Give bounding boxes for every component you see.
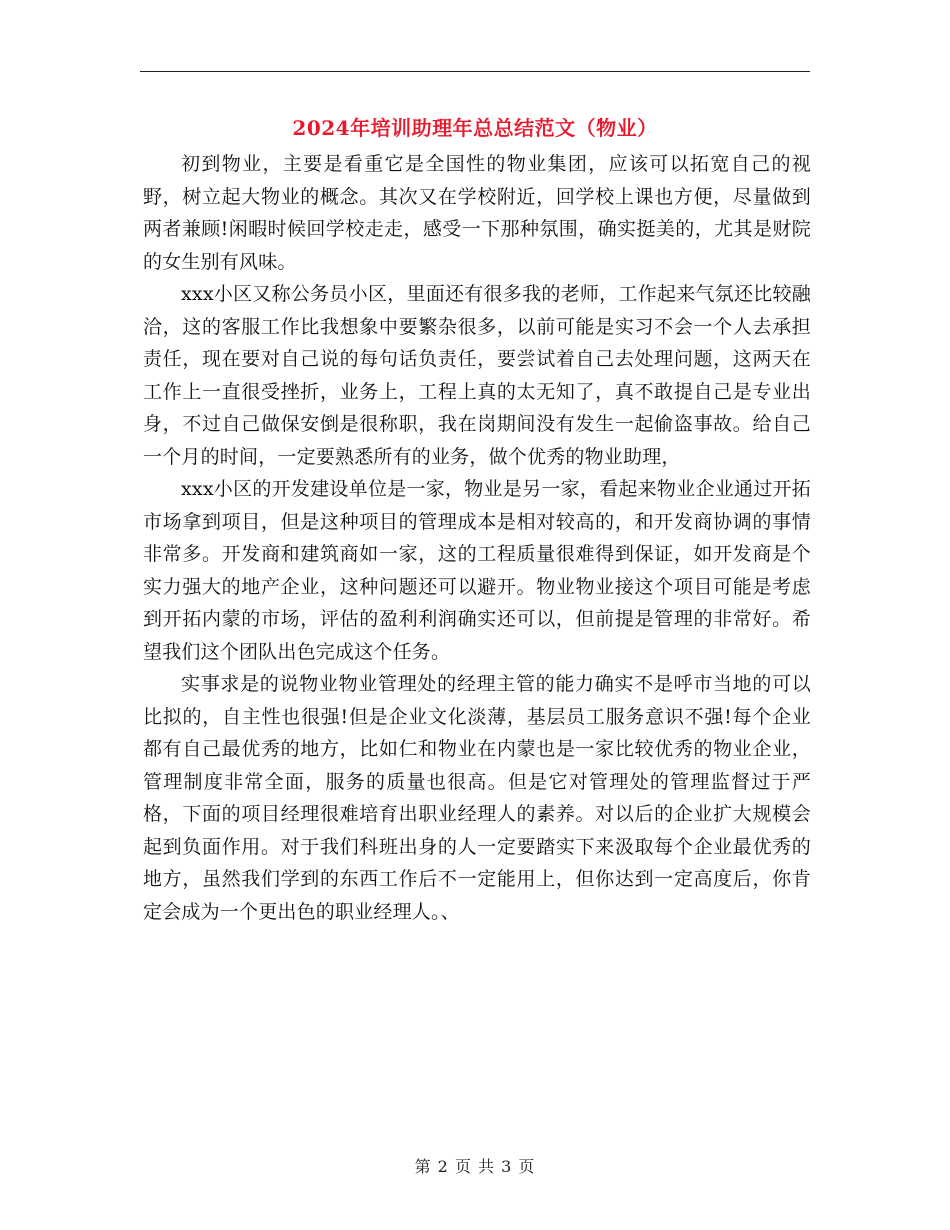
paragraph: xxx小区的开发建设单位是一家，物业是另一家，看起来物业企业通过开拓市场拿到项目，但是这种项目的管理成本是相对较高的，和开发商协调的事情非常多。开发商和建筑商如一家，这的工程质量很难得到保证，如开发商是个实力强大的地产企业，这种问题还可以避开。物业物业接这个项目可能是考虑到开拓内蒙的市场，评估的盈利利润确实还可以，但前提是管理的非常好。希望我们这个团队出色完成这个任务。 xyxy=(143,478,811,663)
document-body xyxy=(143,148,811,928)
header-rule xyxy=(140,71,810,72)
paragraph: 初到物业，主要是看重它是全国性的物业集团，应该可以拓宽自己的视野，树立起大物业的概念。其次又在学校附近，回学校上课也方便，尽量做到两者兼顾!闲暇时候回学校走走，感受一下那种氛围，确实挺美的，尤其是财院的女生别有风味。 xyxy=(143,153,811,273)
document-title: 2024年培训助理年总总结范文（物业） xyxy=(292,116,658,140)
paragraph: 实事求是的说物业物业管理处的经理主管的能力确实不是呼市当地的可以比拟的，自主性也很强!但是企业文化淡薄，基层员工服务意识不强!每个企业都有自己最优秀的地方，比如仁和物业在内蒙也是一家比较优秀的物业企业，管理制度非常全面，服务的质量也很高。但是它对管理处的管理监督过于严格，下面的项目经理很难培育出职业经理人的素养。对以后的企业扩大规模会起到负面作用。对于我们科班出身的人一定要踏实下来汲取每个企业最优秀的地方，虽然我们学到的东西工作后不一定能用上，但你达到一定高度后，你肯定会成为一个更出色的职业经理人。、 xyxy=(143,673,811,923)
paragraph: xxx小区又称公务员小区，里面还有很多我的老师，工作起来气氛还比较融洽，这的客服工作比我想象中要繁杂很多，以前可能是实习不会一个人去承担责任，现在要对自己说的每句话负责任，要尝试着自己去处理问题，这两天在工作上一直很受挫折，业务上，工程上真的太无知了，真不敢提自己是专业出身，不过自己做保安倒是很称职，我在岗期间没有发生一起偷盗事故。给自己一个月的时间，一定要熟悉所有的业务，做个优秀的物业助理， xyxy=(143,283,811,468)
page-footer: 第 2 页 共 3 页 xyxy=(414,1157,536,1176)
